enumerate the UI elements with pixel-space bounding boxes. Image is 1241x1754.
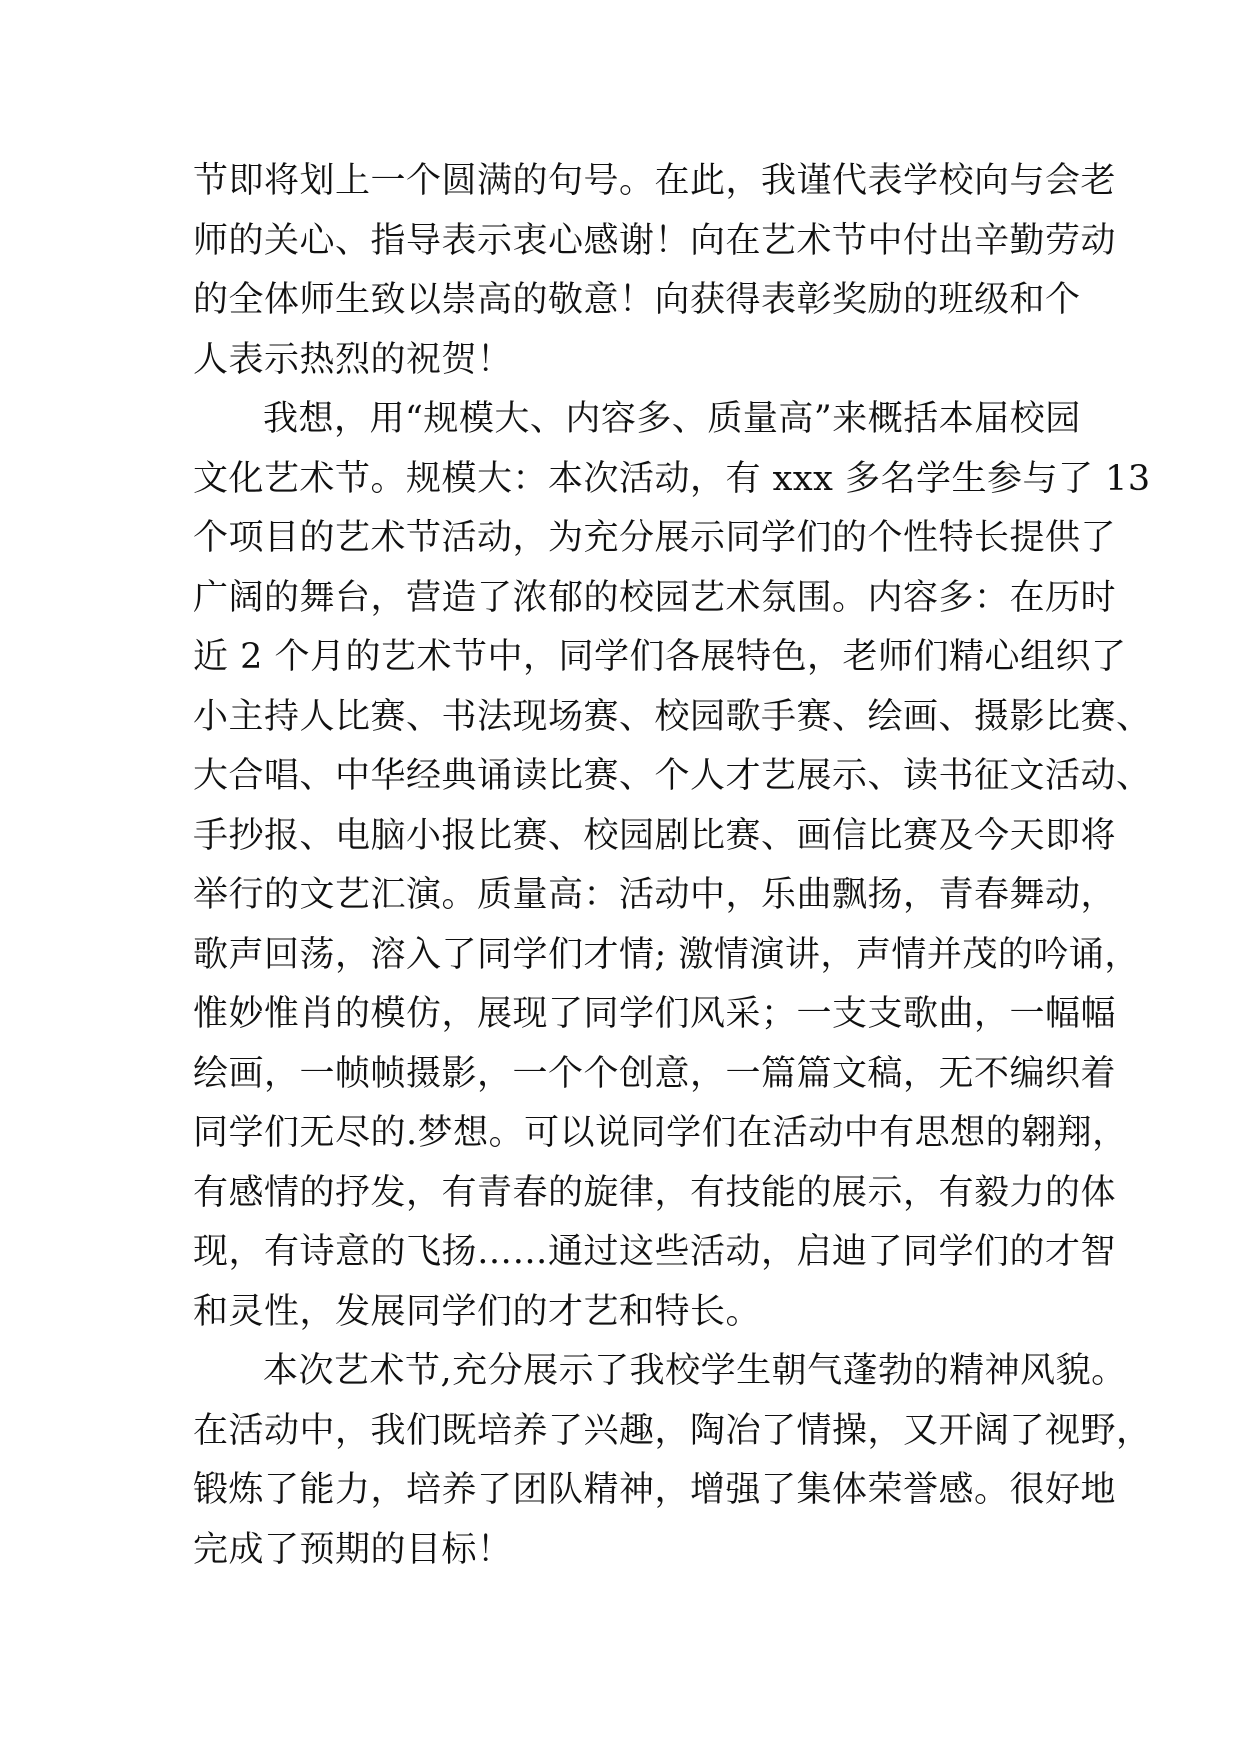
text-line: 在活动中，我们既培养了兴趣，陶冶了情操，又开阔了视野， xyxy=(193,1410,1152,1451)
text-line: 和灵性，发展同学们的才艺和特长。 xyxy=(193,1291,762,1332)
text-line: 个项目的艺术节活动，为充分展示同学们的个性特长提供了 xyxy=(193,518,1117,558)
text-line: 节即将划上一个圆满的句号。在此，我谨代表学校向与会老 xyxy=(193,161,1117,201)
text-line: 惟妙惟肖的模仿，展现了同学们风采；一支支歌曲，一幅幅 xyxy=(193,994,1117,1034)
text-line: 人表示热烈的祝贺！ xyxy=(193,339,513,380)
text-line: 师的关心、指导表示衷心感谢！向在艺术节中付出辛勤劳动 xyxy=(193,220,1117,261)
text-line: 锻炼了能力，培养了团队精神，增强了集体荣誉感。很好地 xyxy=(193,1470,1117,1510)
text-line: 小主持人比赛、书法现场赛、校园歌手赛、绘画、摄影比赛、 xyxy=(193,696,1152,737)
text-line: 广阔的舞台，营造了浓郁的校园艺术氛围。内容多：在历时 xyxy=(193,577,1117,618)
document-body xyxy=(193,152,1152,1580)
text-line: 文化艺术节。规模大：本次活动，有 xxx 多名学生参与了 13 xyxy=(193,458,1151,499)
text-line: 举行的文艺汇演。质量高：活动中，乐曲飘扬，青春舞动， xyxy=(193,875,1117,915)
text-line: 我想，用“规模大、内容多、质量高”来概括本届校园 xyxy=(263,399,1081,439)
text-line: 同学们无尽的.梦想。可以说同学们在活动中有思想的翱翔， xyxy=(193,1113,1128,1153)
text-line: 现，有诗意的飞扬……通过这些活动，启迪了同学们的才智 xyxy=(193,1232,1117,1272)
text-line: 的全体师生致以崇高的敬意！向获得表彰奖励的班级和个 xyxy=(193,280,1081,320)
text-line: 大合唱、中华经典诵读比赛、个人才艺展示、读书征文活动、 xyxy=(193,756,1152,796)
paragraph-festival-achievements xyxy=(193,1342,1152,1580)
text-line: 完成了预期的目标！ xyxy=(193,1529,513,1570)
text-line: 歌声回荡，溶入了同学们才情; 激情演讲，声情并茂的吟诵， xyxy=(193,934,1140,975)
text-line: 本次艺术节,充分展示了我校学生朝气蓬勃的精神风貌。 xyxy=(263,1351,1127,1391)
paragraph-closing-thanks xyxy=(193,152,1117,390)
text-line: 有感情的抒发，有青春的旋律，有技能的展示，有毅力的体 xyxy=(193,1172,1117,1213)
text-line: 近 2 个月的艺术节中，同学们各展特色，老师们精心组织了 xyxy=(193,637,1127,677)
paragraph-festival-summary xyxy=(193,390,1152,1342)
text-line: 绘画，一帧帧摄影，一个个创意，一篇篇文稿，无不编织着 xyxy=(193,1053,1117,1094)
text-line: 手抄报、电脑小报比赛、校园剧比赛、画信比赛及今天即将 xyxy=(193,815,1117,856)
